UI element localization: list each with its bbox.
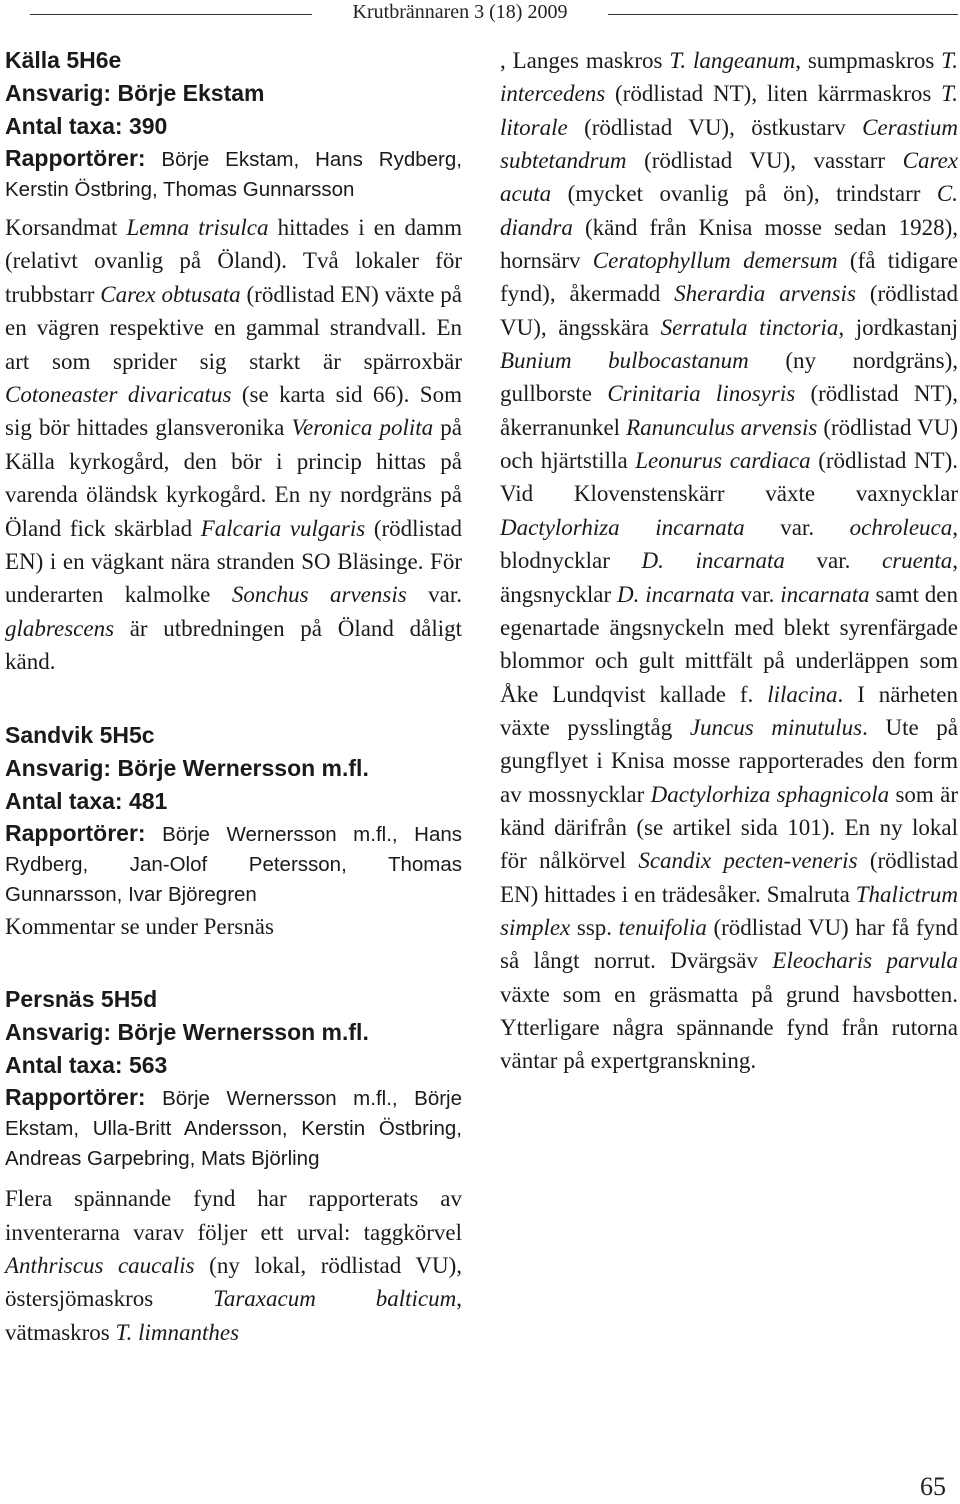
section-rapportorer <box>5 1082 462 1174</box>
rapportorer-names: Börje Wernersson m.fl., Börje Ekstam, Ulla-Britt Andersson, Kerstin Östbring, Andreas Garpebring, Mats Björling <box>5 1087 462 1171</box>
journal-title: Krutbrännaren 3 (18) 2009 <box>352 1 568 23</box>
section-ansvarig: Ansvarig: Börje Wernersson m.fl. <box>5 1019 369 1046</box>
section-antal-taxa: Antal taxa: 563 <box>5 1052 168 1079</box>
section-body: Korsandmat Lemna trisulca hittades i en damm (relativt ovanlig på Öland). Två lokaler för trubbstarr Carex obtusata (rödlistad EN) växte på en vägren respektive en gammal strandvall. En art som sprider sig starkt är spärroxbär Cotoneaster divaricatus (se karta sid 66). Som sig bör hittades glansveronika Veronica polita på Källa kyrkogård, den bör i princip hittas på varenda öländsk kyrkogård. En ny nordgräns på Öland fick skärblad Falcaria vulgaris (rödlistad EN) i en vägkant nära stranden SO Bläsinge. För underarten kalmolke Sonchus arvensis var. glabrescens är utbredningen på Öland dåligt känd. <box>5 215 463 675</box>
section-rapportorer <box>5 143 462 205</box>
section-body: Flera spännande fynd har rapporterats av inventerarna varav följer ett urval: taggkörvel Anthriscus caucalis (ny lokal, rödlistad VU), östersjömaskros Taraxacum balticum, vätmaskros T. limnanthes <box>5 1186 462 1345</box>
page-number: 65 <box>920 1472 946 1501</box>
rapportorer-names: Börje Ekstam, Hans Rydberg, Kerstin Östbring, Thomas Gunnarsson <box>5 148 462 201</box>
section-title: Persnäs 5H5d <box>5 986 158 1013</box>
rapportorer-label: Rapportörer: <box>5 1084 146 1111</box>
section-antal-taxa: Antal taxa: 481 <box>5 787 168 814</box>
section-sandvik <box>5 719 462 943</box>
right-column <box>500 44 958 1078</box>
header-rule-right <box>608 14 958 15</box>
section-kommentar: Kommentar se under Persnäs <box>5 913 274 939</box>
running-header <box>0 0 960 30</box>
rapportorer-names: Börje Wernersson m.fl., Hans Rydberg, Jan-Olof Petersson, Thomas Gunnarsson, Ivar Björegren <box>5 822 462 906</box>
section-title: Källa 5H6e <box>5 47 122 73</box>
rapportorer-label: Rapportörer: <box>5 819 146 846</box>
section-kalla <box>5 44 462 679</box>
section-ansvarig: Ansvarig: Börje Wernersson m.fl. <box>5 754 369 781</box>
header-rule-left <box>30 14 312 15</box>
section-body-continued: , Langes maskros T. langeanum, sumpmaskros T. intercedens (rödlistad NT), liten kärrmaskros T. litorale (rödlistad VU), östkustarv Cerastium subtetandrum (rödlistad VU), vasstarr Carex acuta (mycket ovanlig på ön), trindstarr C. diandra (känd från Knisa mosse sedan 1928), hornsärv Ceratophyllum demersum (få tidigare fynd), åkermadd Sherardia arvensis (rödlistad VU), ängsskära Serratula tinctoria, jordkastanj Bunium bulbocastanum (ny nordgräns), gullborste Crinitaria linosyris (rödlistad NT), åkerranunkel Ranunculus arvensis (rödlistad VU) och hjärtstilla Leonurus cardiaca (rödlistad NT). Vid Klovenstenskärr växte vaxnycklar Dactylorhiza incarnata var. ochroleuca, blodnycklar D. incarnata var. cruenta, ängsnycklar D. incarnata var. incarnata samt den egenartade ängsnyckeln med blekt syrenfärgade blommor och gult mittfält på underläppen som Åke Lundqvist kallade f. lilacina. I närheten växte pysslingtåg Juncus minutulus. Ute på gungflyet i Knisa mosse rapporterades den form av mossnycklar Dactylorhiza sphagnicola som är känd därifrån (se artikel sida 101). En ny lokal för nålkörvel Scandix pecten-veneris (rödlistad EN) hittades i en trädesåker. Smalruta Thalictrum simplex ssp. tenuifolia (rödlistad VU) har få fynd så långt norrut. Dvärgsäv Eleocharis parvula växte som en gräsmatta på grund havsbotten. Ytterligare några spännande fynd från rutorna väntar på expertgranskning. <box>500 48 959 1074</box>
section-rapportorer <box>5 818 462 910</box>
section-antal-taxa: Antal taxa: 390 <box>5 113 168 139</box>
left-column <box>5 44 462 1349</box>
section-title: Sandvik 5H5c <box>5 721 155 748</box>
section-ansvarig: Ansvarig: Börje Ekstam <box>5 80 265 106</box>
rapportorer-label: Rapportörer: <box>5 145 146 171</box>
section-persnas <box>5 983 462 1349</box>
